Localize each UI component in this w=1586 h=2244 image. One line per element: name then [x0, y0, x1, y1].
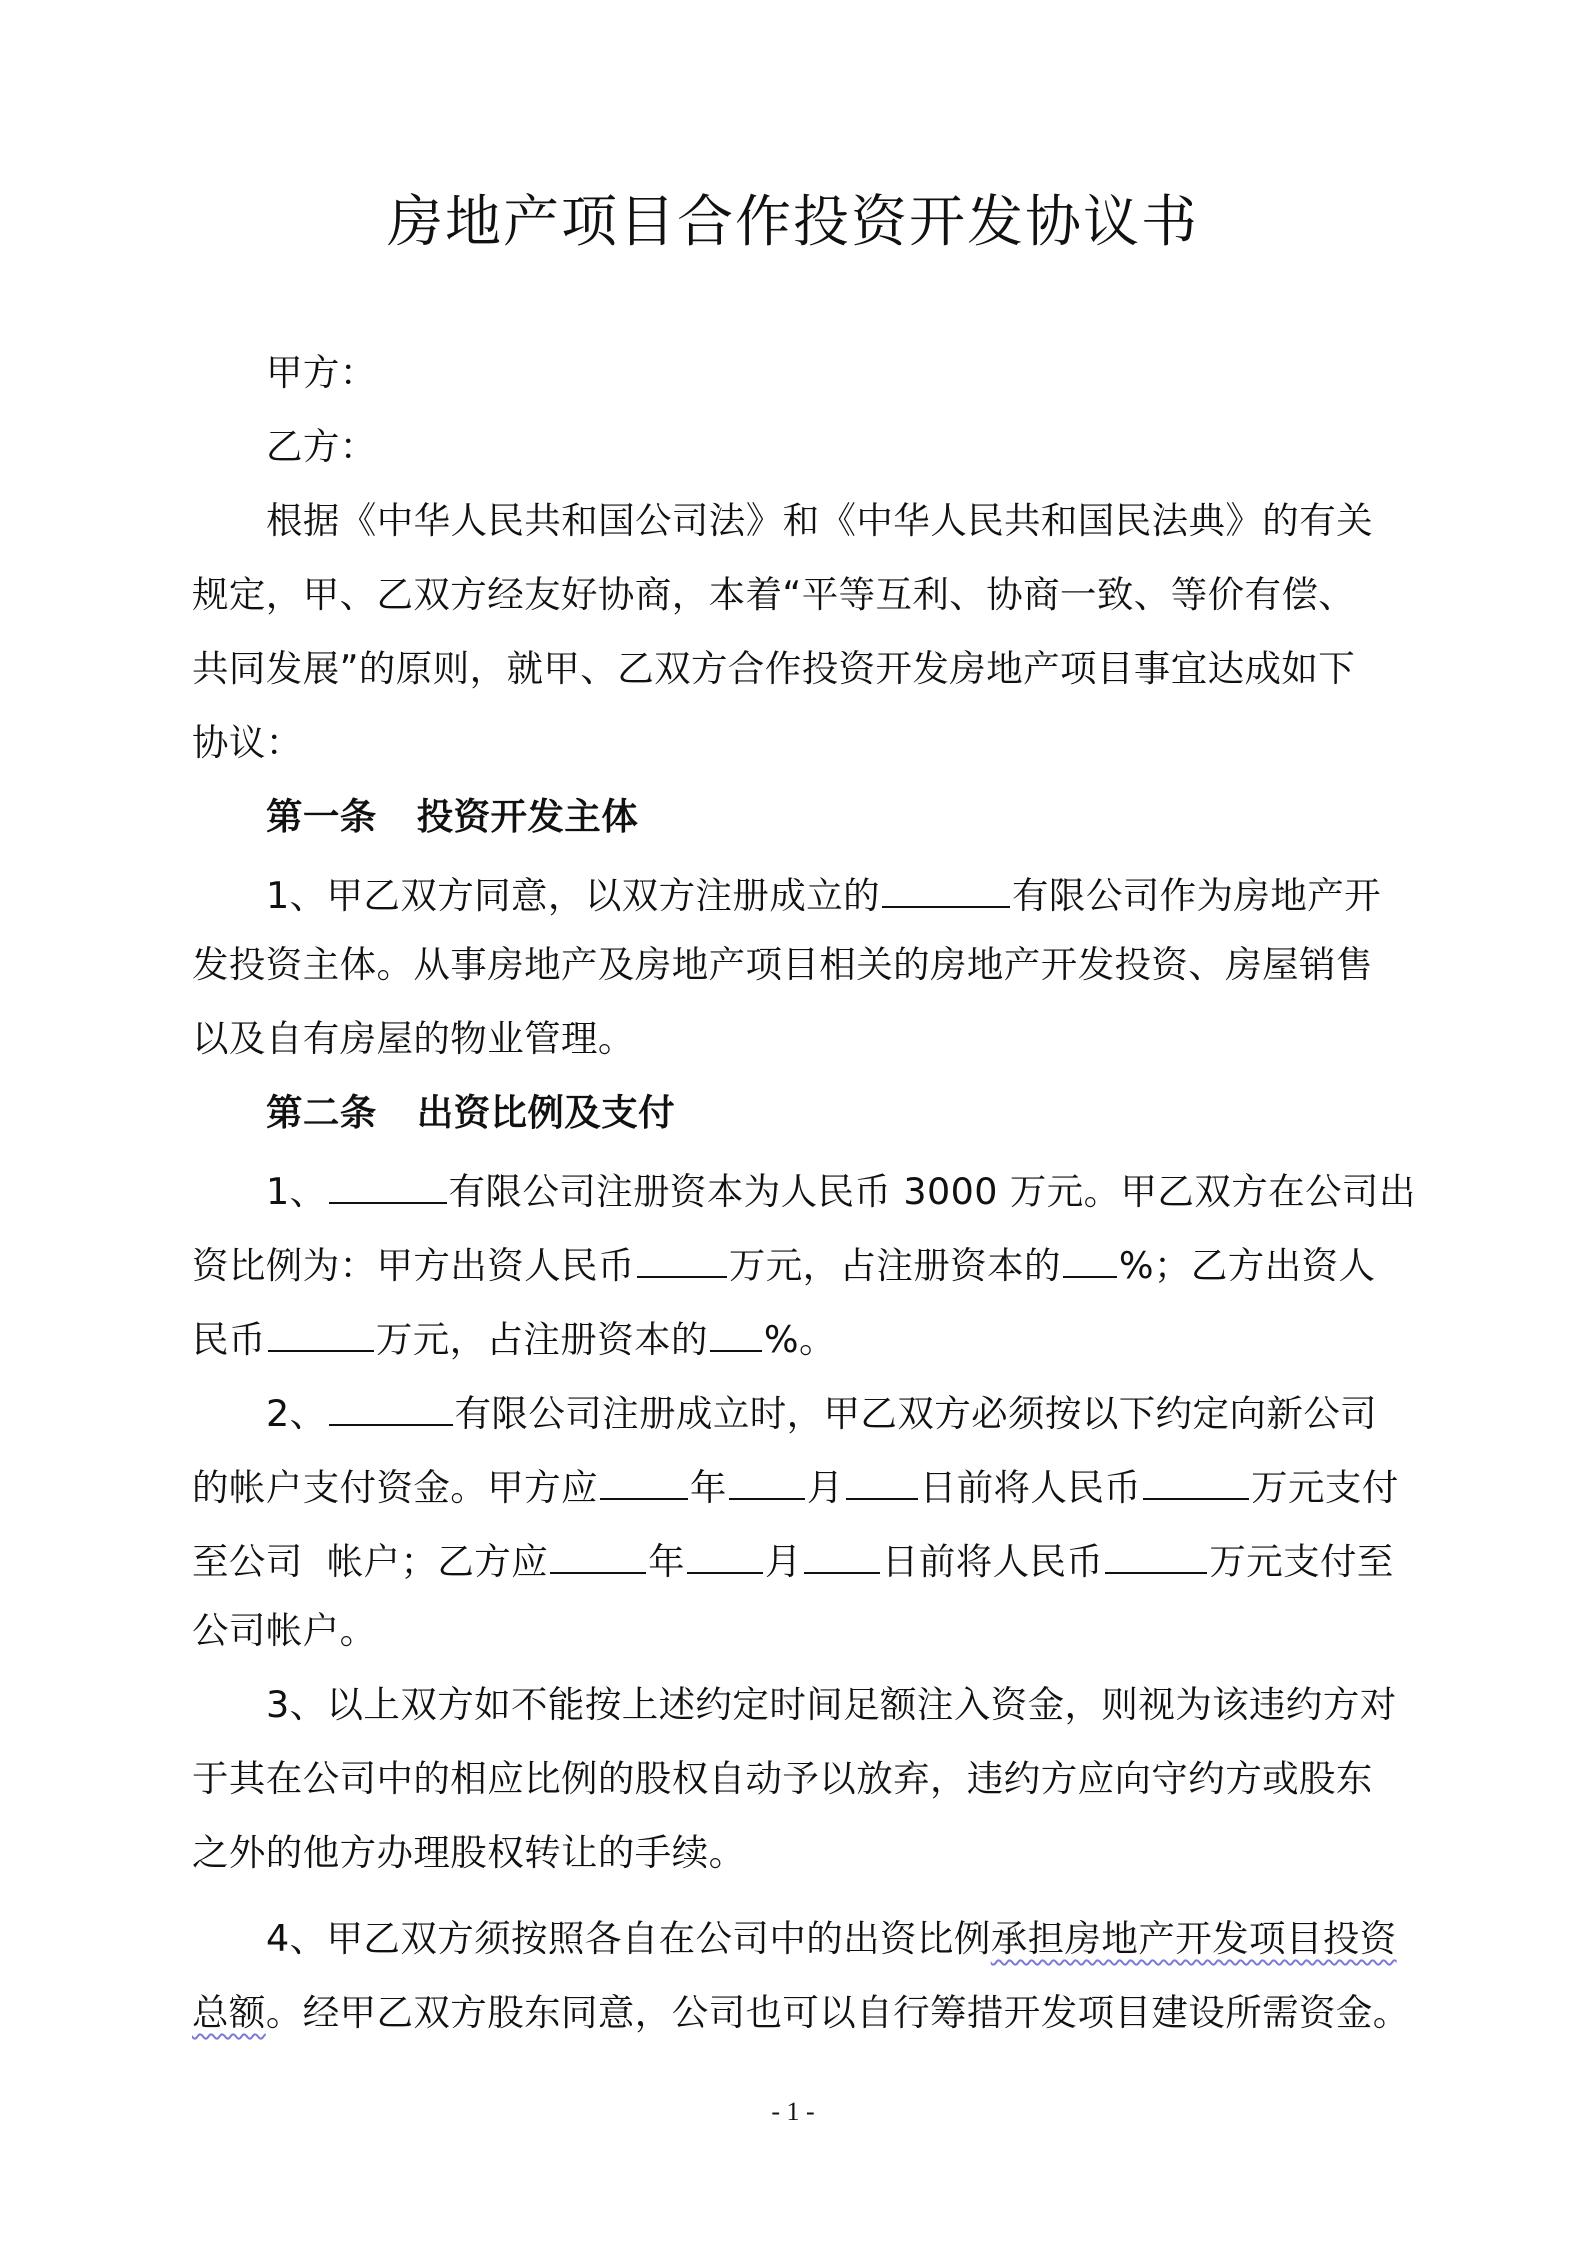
text-run: 资比例为：甲方出资人民币: [192, 1244, 635, 1287]
text-run: %。: [763, 1318, 836, 1361]
text-run: 有限公司注册成立时，甲乙双方必须按以下约定向新公司: [454, 1392, 1378, 1435]
text-run: 万元支付至: [1209, 1540, 1394, 1583]
paragraph-line: [192, 1236, 1375, 1291]
party-b-label: 乙方：: [266, 425, 377, 468]
paragraph-line: 之外的他方办理股权转让的手续。: [192, 1831, 746, 1874]
paragraph-line: [192, 1988, 1410, 2038]
paragraph-line: 3、以上双方如不能按上述约定时间足额注入资金，则视为该违约方对: [266, 1683, 1397, 1726]
document-title: 房地产项目合作投资开发协议书: [387, 190, 1199, 255]
spellcheck-marked-text: 承担房地产开发项目投资: [990, 1917, 1397, 1960]
text-run: 万元，占注册资本的: [728, 1244, 1061, 1287]
paragraph-line: [266, 1914, 1397, 1964]
text-run: %；乙方出资人: [1118, 1244, 1376, 1287]
text-run: 月: [765, 1540, 802, 1583]
fill-in-blank: [1063, 1236, 1117, 1278]
paragraph-line: 以及自有房屋的物业管理。: [192, 1017, 635, 1060]
paragraph-line: [192, 1458, 1399, 1513]
article-title: 投资开发主体: [416, 795, 639, 838]
article-number: 第二条: [266, 1091, 377, 1134]
article-2-heading: [266, 1088, 675, 1138]
fill-in-blank: [329, 1384, 453, 1426]
text-run: 日前将人民币: [881, 1540, 1104, 1583]
fill-in-blank: [687, 1532, 763, 1574]
page-number: - 1 -: [771, 2097, 815, 2126]
fill-in-blank: [846, 1458, 918, 1500]
fill-in-blank: [268, 1310, 374, 1352]
paragraph-line: [266, 1384, 1377, 1439]
text-run: 1、: [266, 1170, 327, 1213]
paragraph-line: 发投资主体。从事房地产及房地产项目相关的房地产开发投资、房屋销售: [192, 943, 1373, 986]
fill-in-blank: [600, 1458, 688, 1500]
text-run: 日前将人民币: [919, 1466, 1142, 1509]
fill-in-blank: [550, 1532, 646, 1574]
preamble-line: 协议：: [192, 721, 303, 764]
fill-in-blank: [329, 1162, 447, 1204]
text-run: 月: [806, 1466, 844, 1509]
preamble-line: 共同发展”的原则，就甲、乙双方合作投资开发房地产项目事宜达成如下: [192, 647, 1356, 690]
fill-in-blank: [729, 1458, 805, 1500]
paragraph-line: [266, 1162, 1416, 1217]
fill-in-blank: [1143, 1458, 1249, 1500]
text-run: 。经甲乙双方股东同意，公司也可以自行筹措开发项目建设所需资金。: [265, 1991, 1410, 2034]
text-run: 4、甲乙双方须按照各自在公司中的出资比例: [266, 1917, 991, 1960]
paragraph-line: 于其在公司中的相应比例的股权自动予以放弃，违约方应向守约方或股东: [192, 1757, 1373, 1800]
text-run: 万元，占注册资本的: [375, 1318, 708, 1361]
spellcheck-marked-text: 总额: [192, 1991, 266, 2034]
article-number: 第一条: [266, 795, 377, 838]
paragraph-line: [192, 1532, 1394, 1587]
text-run: 的帐户支付资金。甲方应: [192, 1466, 598, 1509]
text-run: 有限公司作为房地产开: [1012, 874, 1382, 917]
preamble-line: 规定，甲、乙双方经友好协商，本着“平等互利、协商一致、等价有偿、: [192, 573, 1356, 616]
text-run: 万元支付: [1251, 1466, 1399, 1509]
paragraph-line: [266, 866, 1381, 921]
fill-in-blank: [710, 1310, 762, 1352]
text-run: 至公司 帐户；乙方应: [192, 1540, 549, 1583]
text-run: 年: [648, 1540, 686, 1583]
text-run: 有限公司注册资本为人民币 3000 万元。甲乙双方在公司出: [448, 1170, 1416, 1213]
paragraph-line: 公司帐户。: [192, 1609, 377, 1652]
text-run: 2、: [266, 1392, 327, 1435]
fill-in-blank: [882, 866, 1010, 908]
preamble-line: 根据《中华人民共和国公司法》和《中华人民共和国民法典》的有关: [266, 499, 1373, 542]
party-a-label: 甲方：: [266, 351, 377, 394]
article-title: 出资比例及支付: [416, 1091, 676, 1134]
paragraph-line: [192, 1310, 836, 1365]
article-1-heading: [266, 792, 638, 842]
text-run: 1、甲乙双方同意，以双方注册成立的: [266, 874, 881, 917]
fill-in-blank: [804, 1532, 880, 1574]
fill-in-blank: [1105, 1532, 1207, 1574]
fill-in-blank: [637, 1236, 727, 1278]
text-run: 年: [689, 1466, 727, 1509]
text-run: 民币: [192, 1318, 266, 1361]
